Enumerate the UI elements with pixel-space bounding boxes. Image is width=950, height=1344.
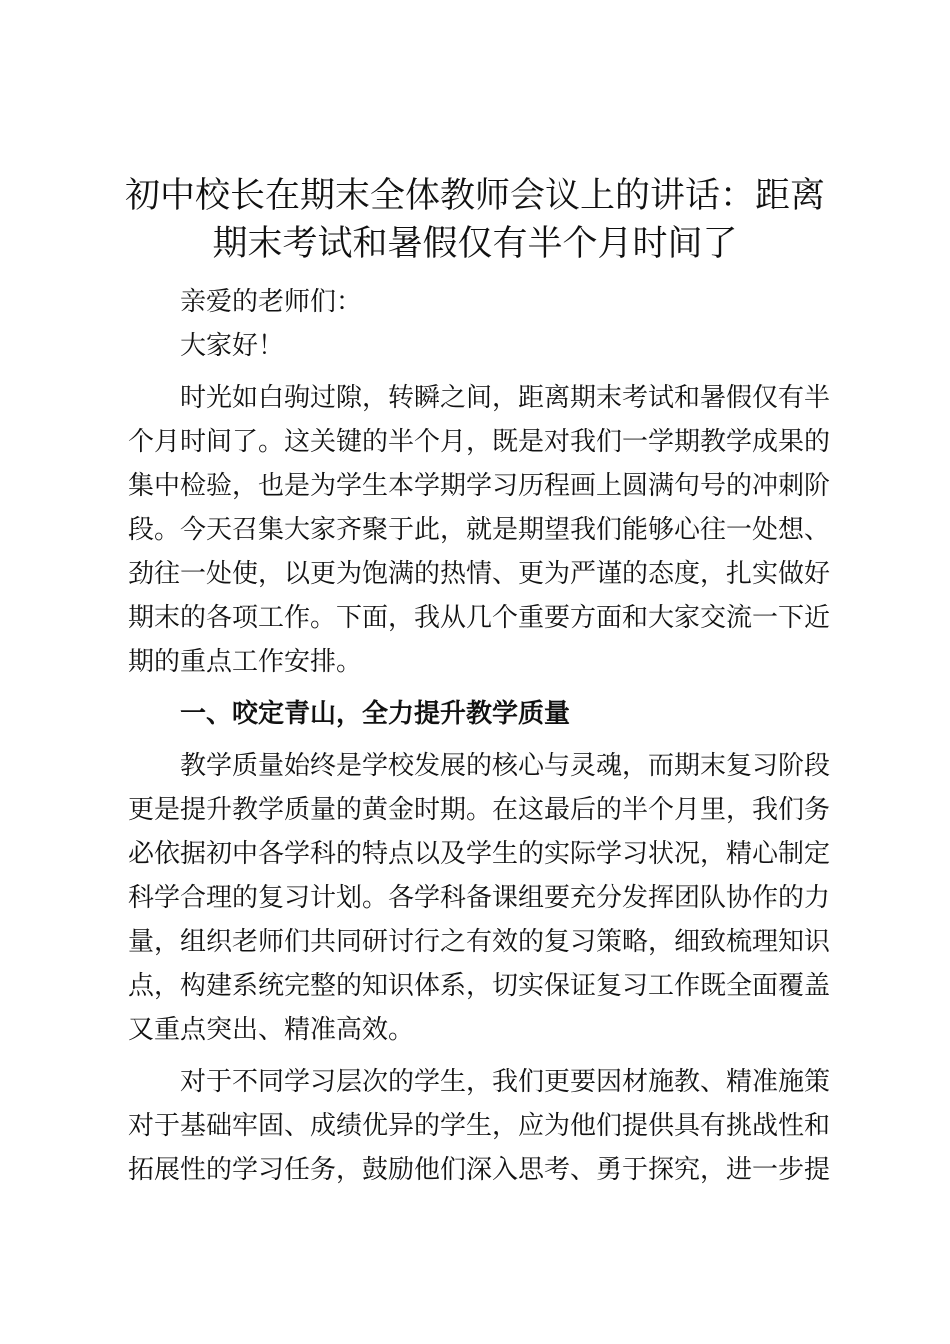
paragraph-teaching-quality: 教学质量始终是学校发展的核心与灵魂，而期末复习阶段更是提升教学质量的黄金时期。在这最后的半个月里，我们务必依据初中各学科的特点以及学生的实际学习状况，精心制定科学合理的复习计划。各学科备课组要充分发挥团队协作的力量，组织老师们共同研讨行之有效的复习策略，细致梳理知识点，构建系统完整的知识体系，切实保证复习工作既全面覆盖又重点突出、精准高效。 [128,751,831,1045]
paragraph-differentiated-teaching: 对于不同学习层次的学生，我们更要因材施教、精准施策对于基础牢固、成绩优异的学生，应为他们提供具有挑战性和拓展性的学习任务，鼓励他们深入思考、勇于探究，进一步提 [128,1067,831,1185]
title-line-2: 期末考试和暑假仅有半个月时间了 [212,224,738,264]
paragraph-intro: 时光如白驹过隙，转瞬之间，距离期末考试和暑假仅有半个月时间了。这关键的半个月，既是对我们一学期教学成果的集中检验，也是为学生本学期学习历程画上圆满句号的冲刺阶段。今天召集大家齐聚于此，就是期望我们能够心往一处想、劲往一处使，以更为饱满的热情、更为严谨的态度，扎实做好期末的各项工作。下面，我从几个重要方面和大家交流一下近期的重点工作安排。 [128,383,831,677]
title-line-1: 初中校长在期末全体教师会议上的讲话：距离 [124,176,825,216]
greeting: 亲爱的老师们： [180,287,363,317]
document-title [120,172,830,268]
document-body [128,280,830,1192]
section-heading-1: 一、咬定青山，全力提升教学质量 [180,699,571,729]
salutation: 大家好！ [180,331,285,361]
